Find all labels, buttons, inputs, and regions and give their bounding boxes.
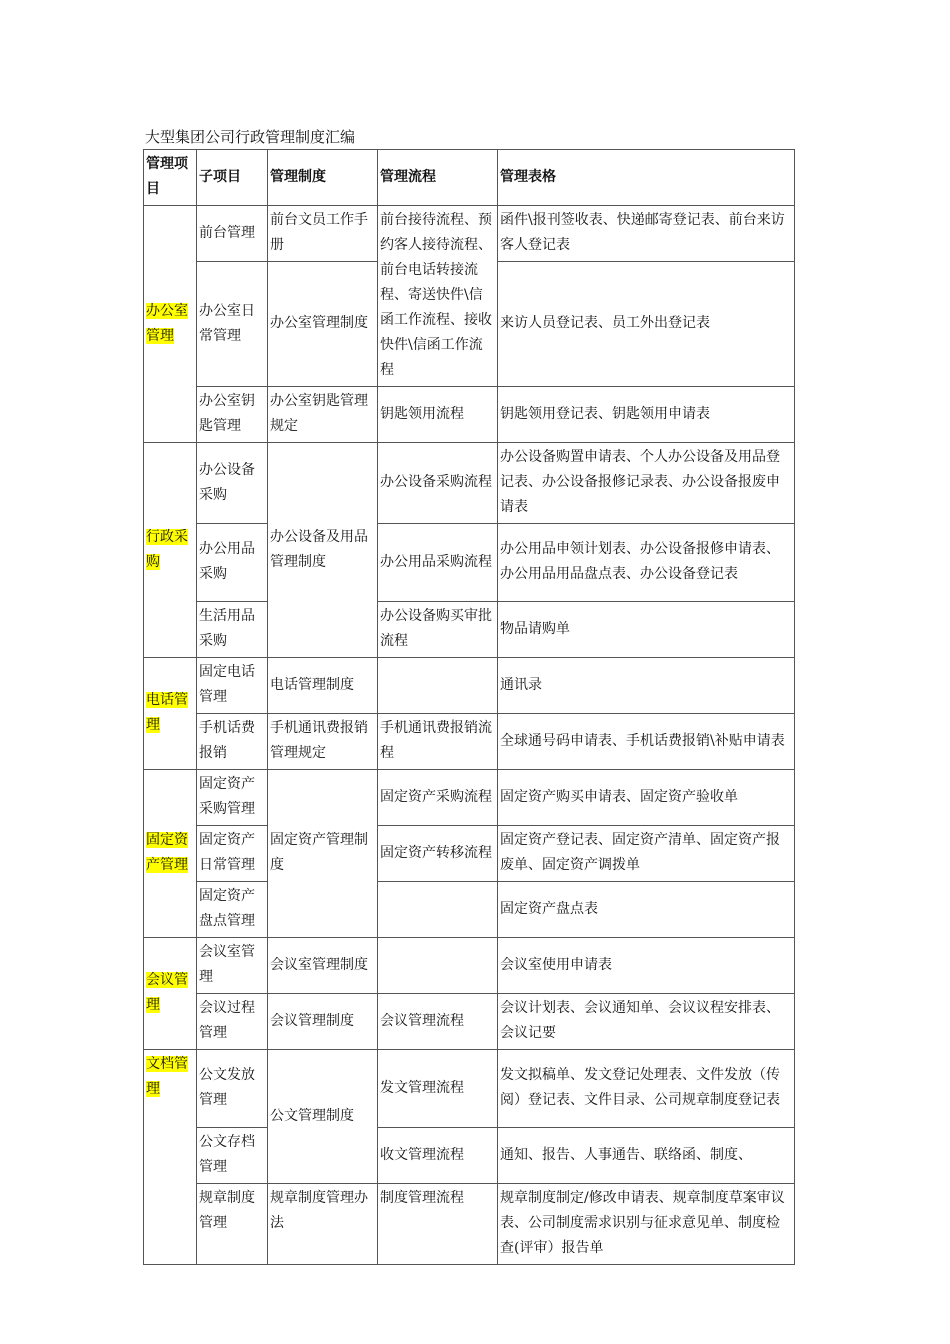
forms-cell: 办公用品申领计划表、办公设备报修申请表、办公用品用品盘点表、办公设备登记表 (498, 524, 795, 602)
table-row (144, 882, 795, 938)
policy-cell: 办公室管理制度 (268, 262, 378, 387)
category-cell (144, 658, 197, 770)
process-cell: 办公设备购买审批流程 (378, 602, 498, 658)
forms-cell: 会议室使用申请表 (498, 938, 795, 994)
process-cell (378, 658, 498, 714)
category-label: 办公室管理 (146, 302, 188, 344)
subitem-cell: 办公用品采购 (197, 524, 268, 602)
forms-cell: 全球通号码申请表、手机话费报销\补贴申请表 (498, 714, 795, 770)
subitem-cell: 公文存档管理 (197, 1128, 268, 1184)
process-cell: 手机通讯费报销流程 (378, 714, 498, 770)
table-row (144, 770, 795, 826)
forms-cell: 固定资产登记表、固定资产清单、固定资产报废单、固定资产调拨单 (498, 826, 795, 882)
category-cell (144, 938, 197, 1050)
subitem-cell: 固定电话管理 (197, 658, 268, 714)
policy-cell: 电话管理制度 (268, 658, 378, 714)
header-process: 管理流程 (378, 150, 498, 206)
subitem-cell: 规章制度管理 (197, 1184, 268, 1265)
category-cell (144, 770, 197, 938)
subitem-cell: 公文发放管理 (197, 1050, 268, 1128)
table-row (144, 994, 795, 1050)
header-category: 管理项目 (144, 150, 197, 206)
subitem-cell: 手机话费报销 (197, 714, 268, 770)
subitem-cell: 办公设备采购 (197, 443, 268, 524)
policy-cell: 前台文员工作手册 (268, 206, 378, 262)
category-label: 行政采购 (146, 528, 188, 570)
category-cell (144, 443, 197, 658)
process-cell: 固定资产转移流程 (378, 826, 498, 882)
forms-cell: 固定资产盘点表 (498, 882, 795, 938)
policy-cell: 会议室管理制度 (268, 938, 378, 994)
table-row (144, 206, 795, 262)
subitem-cell: 固定资产日常管理 (197, 826, 268, 882)
forms-cell: 来访人员登记表、员工外出登记表 (498, 262, 795, 387)
subitem-cell: 会议室管理 (197, 938, 268, 994)
table-header-row (144, 150, 795, 206)
header-subitem: 子项目 (197, 150, 268, 206)
table-row (144, 443, 795, 524)
policy-cell: 公文管理制度 (268, 1050, 378, 1184)
table-row (144, 938, 795, 994)
policy-cell: 会议管理制度 (268, 994, 378, 1050)
category-cell (144, 1050, 197, 1265)
subitem-cell: 会议过程管理 (197, 994, 268, 1050)
document-title: 大型集团公司行政管理制度汇编 (145, 128, 356, 146)
header-forms: 管理表格 (498, 150, 795, 206)
forms-cell: 通讯录 (498, 658, 795, 714)
forms-cell: 发文拟稿单、发文登记处理表、文件发放（传阅）登记表、文件目录、公司规章制度登记表 (498, 1050, 795, 1128)
forms-cell: 钥匙领用登记表、钥匙领用申请表 (498, 387, 795, 443)
forms-cell: 办公设备购置申请表、个人办公设备及用品登记表、办公设备报修记录表、办公设备报废申请表 (498, 443, 795, 524)
process-cell (378, 882, 498, 938)
forms-cell: 规章制度制定/修改申请表、规章制度草案审议表、公司制度需求识别与征求意见单、制度检查(评审）报告单 (498, 1184, 795, 1265)
forms-cell: 函件\报刊签收表、快递邮寄登记表、前台来访客人登记表 (498, 206, 795, 262)
policy-cell: 手机通讯费报销管理规定 (268, 714, 378, 770)
category-label: 会议管理 (146, 972, 188, 1013)
subitem-cell: 生活用品采购 (197, 602, 268, 658)
process-cell: 前台接待流程、预约客人接待流程、前台电话转接流程、寄送快件\信函工作流程、接收快件\信函工作流程 (378, 206, 498, 387)
policy-cell: 办公设备及用品管理制度 (268, 443, 378, 658)
forms-cell: 固定资产购买申请表、固定资产验收单 (498, 770, 795, 826)
forms-cell: 通知、报告、人事通告、联络函、制度、 (498, 1128, 795, 1184)
table-row (144, 387, 795, 443)
category-cell (144, 206, 197, 443)
process-cell: 办公设备采购流程 (378, 443, 498, 524)
category-label: 电话管理 (146, 692, 188, 733)
table-row (144, 658, 795, 714)
process-cell: 固定资产采购流程 (378, 770, 498, 826)
process-cell: 钥匙领用流程 (378, 387, 498, 443)
policy-cell: 办公室钥匙管理规定 (268, 387, 378, 443)
table-row (144, 1184, 795, 1265)
process-cell: 办公用品采购流程 (378, 524, 498, 602)
process-cell: 发文管理流程 (378, 1050, 498, 1128)
process-cell: 收文管理流程 (378, 1128, 498, 1184)
category-label: 文档管理 (146, 1056, 188, 1097)
header-policy: 管理制度 (268, 150, 378, 206)
table-row (144, 1128, 795, 1184)
process-cell: 会议管理流程 (378, 994, 498, 1050)
category-label: 固定资产管理 (146, 832, 188, 873)
subitem-cell: 办公室日常管理 (197, 262, 268, 387)
subitem-cell: 前台管理 (197, 206, 268, 262)
process-cell: 制度管理流程 (378, 1184, 498, 1265)
policy-cell: 固定资产管理制度 (268, 770, 378, 938)
table-row (144, 524, 795, 602)
policy-cell: 规章制度管理办法 (268, 1184, 378, 1265)
table-row (144, 826, 795, 882)
table-row (144, 714, 795, 770)
table-row (144, 1050, 795, 1128)
subitem-cell: 办公室钥匙管理 (197, 387, 268, 443)
subitem-cell: 固定资产采购管理 (197, 770, 268, 826)
process-cell (378, 938, 498, 994)
admin-policy-table (143, 149, 795, 1265)
forms-cell: 物品请购单 (498, 602, 795, 658)
subitem-cell: 固定资产盘点管理 (197, 882, 268, 938)
table-row (144, 602, 795, 658)
forms-cell: 会议计划表、会议通知单、会议议程安排表、会议记要 (498, 994, 795, 1050)
